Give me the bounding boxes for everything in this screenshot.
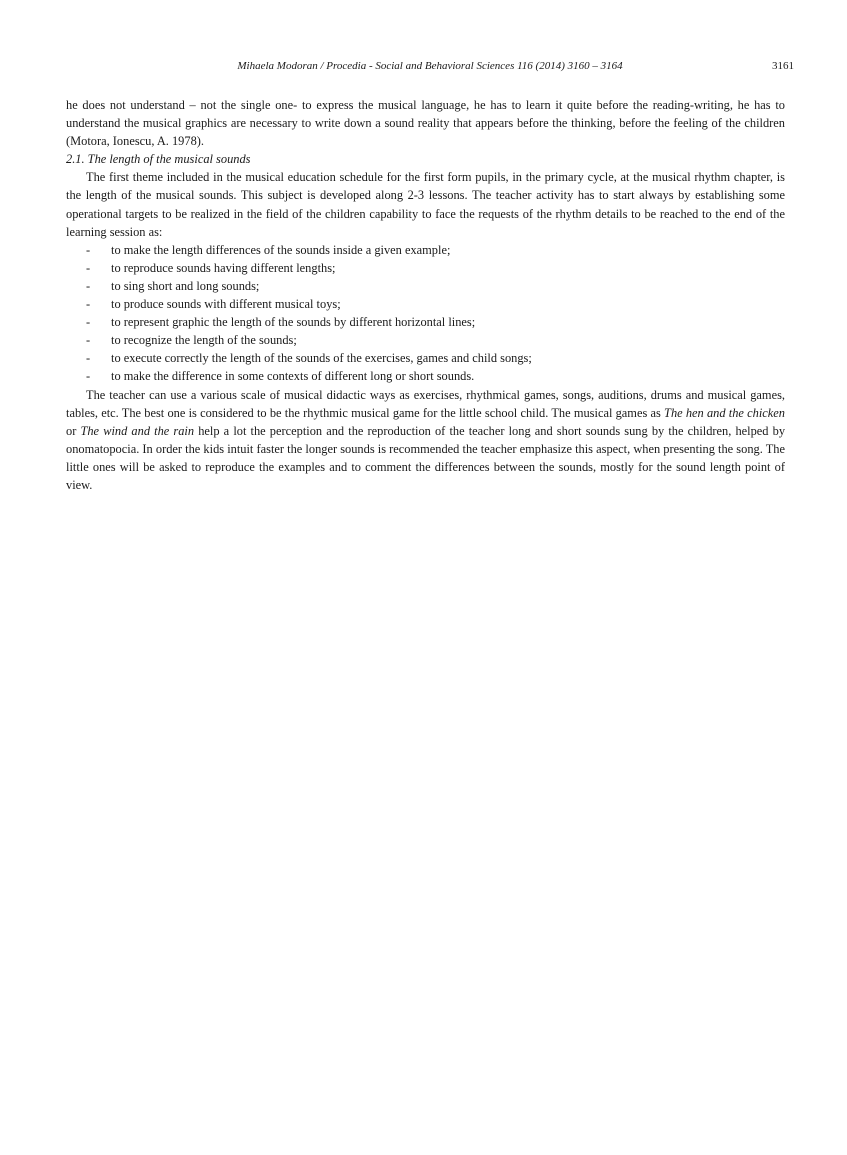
list-bullet: -	[86, 297, 91, 312]
list-item	[66, 259, 785, 277]
article-body	[66, 96, 785, 494]
list-item-text: to make the length differences of the sounds inside a given example;	[111, 242, 451, 257]
intro-paragraph: he does not understand – not the single one- to express the musical language, he has to learn it quite before the reading-writing, he has to understand the musical graphics are necessary to write down a sound reality that appears before the thinking, before the feeling of the children (Motora, Ionescu, A. 1978).	[66, 98, 785, 149]
list-item	[66, 349, 785, 367]
running-header	[66, 58, 794, 74]
list-item	[66, 331, 785, 349]
game-title-hen-and-chicken: The hen and the chicken	[664, 405, 785, 420]
list-bullet: -	[86, 242, 91, 257]
list-item-text: to represent graphic the length of the sounds by different horizontal lines;	[111, 315, 476, 330]
list-item-text: to recognize the length of the sounds;	[111, 333, 297, 348]
section-paragraph-1: The first theme included in the musical education schedule for the first form pupils, in the primary cycle, at the musical rhythm chapter, is the length of the musical sounds. This subject is developed along 2-3 lessons. The teacher activity has to start always by establishing some operational targets to be realized in the field of the children capability to face the requests of the rhythm details to be reached to the end of the learning session as:	[66, 170, 785, 239]
list-item	[66, 241, 785, 259]
list-bullet: -	[86, 351, 91, 366]
page-number: 3161	[772, 60, 794, 72]
list-item	[66, 277, 785, 295]
list-item	[66, 313, 785, 331]
list-bullet: -	[86, 260, 91, 275]
objectives-list	[66, 241, 785, 386]
game-title-wind-and-rain: The wind and the rain	[80, 423, 195, 438]
list-bullet: -	[86, 315, 91, 330]
list-item	[66, 367, 785, 385]
list-item-text: to produce sounds with different musical toys;	[111, 297, 341, 312]
list-item-text: to make the difference in some contexts of different long or short sounds.	[111, 369, 475, 384]
list-bullet: -	[86, 333, 91, 348]
paragraph-2-part-3: help a lot the perception and the reproduction of the teacher long and short sounds sung by the children, helped by onomatopocia. In order the kids intuit faster the longer sounds is recommended the teacher emphasize this aspect, when presenting the song. The little ones will be asked to reproduce the examples and to comment the differences between the sounds, mostly for the sound length point of view.	[66, 423, 786, 492]
journal-citation: Mihaela Modoran / Procedia - Social and Behavioral Sciences 116 (2014) 3160 – 3164	[237, 60, 623, 72]
list-item-text: to execute correctly the length of the sounds of the exercises, games and child songs;	[111, 351, 532, 366]
list-item	[66, 295, 785, 313]
list-bullet: -	[86, 278, 91, 293]
section-paragraph-2	[66, 386, 785, 495]
list-bullet: -	[86, 369, 91, 384]
list-item-text: to sing short and long sounds;	[111, 278, 260, 293]
paragraph-2-part-1: The teacher can use a various scale of musical didactic ways as exercises, rhythmical games, songs, auditions, drums and musical games, tables, etc. The best one is considered to be the rhythmic musical game for the little school child. The musical games as	[66, 387, 785, 420]
section-heading: 2.1. The length of the musical sounds	[66, 152, 251, 167]
paragraph-2-part-2: or	[66, 423, 81, 438]
list-item-text: to reproduce sounds having different lengths;	[111, 260, 336, 275]
